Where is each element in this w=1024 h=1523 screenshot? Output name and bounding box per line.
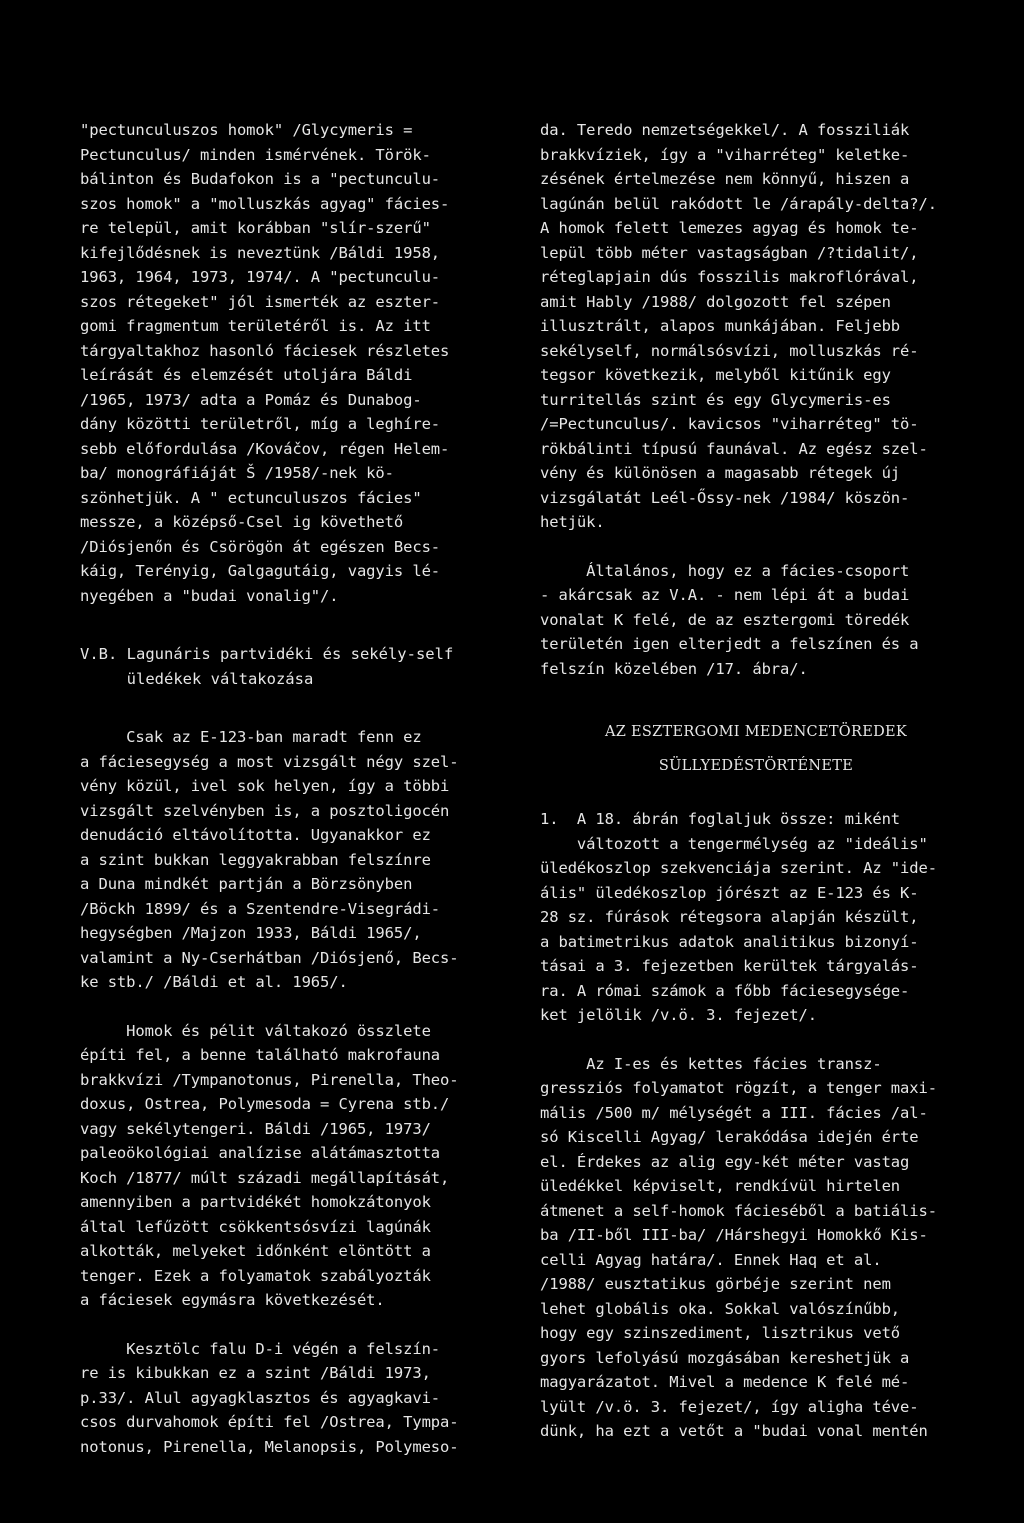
chapter-title-line2: SÜLLYEDÉSTÖRTÉNETE [658, 758, 854, 774]
chapter-title-line1: AZ ESZTERGOMI MEDENCETÖREDEK [604, 724, 908, 740]
paragraph-teredo: da. Teredo nemzetségekkel/. A fossziliák brakkvíziek, így a "viharréteg" keletke- zésének értelmezése nem könnyű, hiszen a lagúnán belül rakódott le /árapály-delta?/. A homok felett lemezes agyag és homok te- lepül több méter vastagságban /?tidalit/, réteglapjain dús fosszilis makroflórával, amit Hably /1988/ dolgozott fel szépen illusztrált, alapos munkájában. Feljebb sekélyself, normálsósvízi, molluszkás ré- tegsor következik, melyből kitűnik egy turritellás szint és egy Glycymeris-es /=Pectunculus/. kavicsos "viharréteg" tö- rökbálinti típusú faunával. Az egész szel- vény és különösen a magasabb rétegek új vizsgálatát Leél-Őssy-nek /1984/ köszön- hetjük. [540, 121, 937, 531]
paragraph-figure-18: 1. A 18. ábrán foglaljuk össze: miként változott a tengermélység az "ideális" üledékoszlop szekvenciája szerint. Az "ide- ális" üledékoszlop jórészt az E-123 és K- 28 sz. fúrások rétegsora alapján készült, a batimetrikus adatok analitikus bizonyí- tásai a 3. fejezetben kerültek tárgyalás- ra. A római számok a főbb fáciesegysége- ket jelölik /v.ö. 3. fejezet/. [540, 810, 937, 1024]
section-heading-vb: V.B. Lagunáris partvidéki és sekély-self üledékek váltakozása [80, 645, 454, 688]
paragraph-transgression: Az I-es és kettes fácies transz- gressziós folyamatot rögzít, a tenger maxi- mális /500 m/ mélységét a III. fácies /al- só Kiscelli Agyag/ lerakódása idején érte el. Érdekes az alig egy-két méter vastag üledékkel képviselt, rendkívül hirtelen átmenet a self-homok fácieséből a batiális- ba /II-ből III-ba/ /Hárshegyi Homokkő Kis- celli Agyag határa/. Ennek Haq et al. /1988/ eusztatikus görbéje szerint nem lehet globális oka. Sokkal valószínűbb, hogy egy szinszediment, lisztrikus vető gyors lefolyású mozgásában kereshetjük a magyarázatot. Mivel a medence K felé mé- lyült /v.ö. 3. fejezet/, így aligha téve- dünk, ha ezt a vetőt a "budai vonal mentén [540, 1054, 937, 1440]
left-column [80, 118, 525, 1459]
paragraph-e123-facies: Csak az E-123-ban maradt fenn ez a fáciesegység a most vizsgált négy szel- vény közül, ivel sok helyen, így a többi vizsgált szelvényben is, a posztoligocén denudáció eltávolította. Ugyanakkor ez a szint bukkan leggyakrabban felszínre a Duna mindkét partján a Börzsönyben /Böckh 1899/ és a Szentendre-Visegrádi- hegységben /Majzon 1933, Báldi 1965/, valamint a Ny-Cserhátban /Diósjenő, Becs- ke stb./ /Báldi et al. 1965/. [80, 728, 459, 991]
paragraph-kesztolc: Kesztölc falu D-i végén a felszín- re is kibukkan ez a szint /Báldi 1973, p.33/. Alul agyagklasztos és agyagkavi- csos durvahomok építi fel /Ostrea, Tympa- notonus, Pirenella, Melanopsis, Polymeso- [80, 1339, 459, 1456]
right-column [540, 118, 972, 1444]
paragraph-sand-pelite: Homok és pélit váltakozó összlete építi fel, a benne található makrofauna brakkvízi /Tympanotonus, Pirenella, Theo- doxus, Ostrea, Polymesoda = Cyrena stb./ vagy sekélytengeri. Báldi /1965, 1973/ paleoökológiai analízise alátámasztotta Koch /1877/ múlt századi megállapítását, amennyiben a partvidékét homokzátonyok által lefűzött csökkentsósvízi lagúnák alkották, melyeket időnként elöntött a tenger. Ezek a folyamatok szabályozták a fáciesek egymásra következését. [80, 1021, 459, 1309]
paragraph-facies-group: Általános, hogy ez a fácies-csoport - akárcsak az V.A. - nem lépi át a budai vonalat K felé, de az esztergomi töredék területén igen elterjedt a felszínen és a felszín közelében /17. ábra/. [540, 561, 919, 678]
paragraph-pectunculus-sands: "pectunculuszos homok" /Glycymeris = Pectunculus/ minden ismérvének. Török- bálinton és Budafokon is a "pectunculu- szos homok" a "molluszkás agyag" fácies- re települ, amit korábban "slír-szerű" kifejlődésnek is neveztünk /Báldi 1958, 1963, 1964, 1973, 1974/. A "pectunculu- szos rétegeket" jól ismerték az eszter- gomi fragmentum területéről is. Az itt tárgyaltakhoz hasonló fáciesek részletes leírását és elemzését utoljára Báldi /1965, 1973/ adta a Pomáz és Dunabog- dány közötti területről, míg a leghíre- sebb előfordulása /Kováčov, régen Helem- ba/ monográfiáját Š /1958/-nek kö- szönhetjük. A " ectunculuszos fácies" messze, a középső-Csel ig követhető /Diósjenőn és Csörögön át egészen Becs- káig, Terényig, Galgagutáig, vagyis lé- nyegében a "budai vonalig"/. [80, 121, 450, 605]
